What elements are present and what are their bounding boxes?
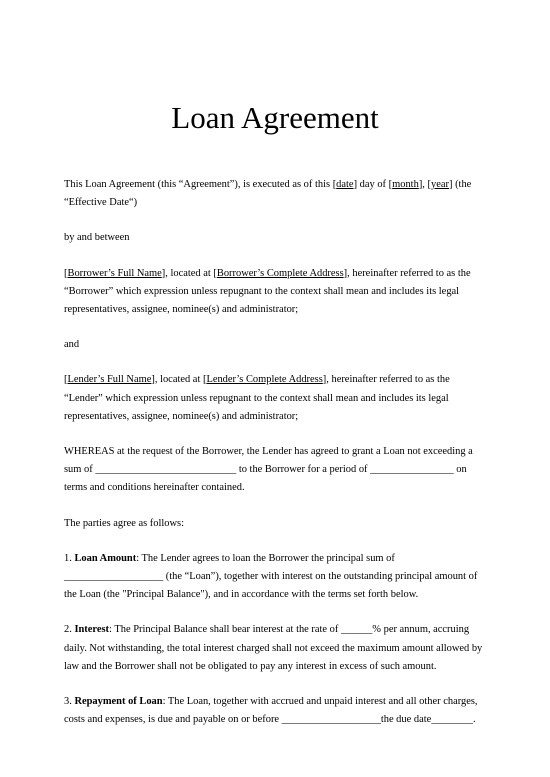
date-placeholder: date bbox=[336, 179, 354, 190]
clause-heading: Repayment of Loan bbox=[74, 696, 163, 708]
borrower-text-2: , hereinafter referred to as the “Borrower” which expression unless repugnant to the context shall mean and includes its legal representatives, assignee, nominee(s) and administrator; bbox=[64, 267, 471, 316]
by-and-between: by and between bbox=[64, 232, 130, 244]
document-body bbox=[64, 176, 490, 746]
clause-text: : The Principal Balance shall bear interest at the rate of ______% per annum, accruing daily. Not withstanding, the total interest charged shall not exceed the maximum amount allowed by law and the Borrower shall not be obligated to pay any interest in excess of such amount. bbox=[64, 624, 483, 672]
borrower-name-placeholder: Borrower’s Full Name bbox=[67, 267, 162, 279]
lender-text-2: , hereinafter referred to as the “Lender” which expression unless repugnant to the context shall mean and includes its legal representatives, assignee, nominee(s) and administrator; bbox=[64, 374, 450, 422]
borrower-paragraph: [Borrower’s Full Name], located at [Borrower’s Complete Address], hereinafter referred to as the “Borrower” which expression unless repugnant to the context shall mean and includes its legal representatives, assignee, nominee(s) and administrator; bbox=[64, 267, 471, 316]
clause-repayment bbox=[64, 693, 490, 729]
clause-text: : The Lender agrees to loan the Borrower the principal sum of ___________________ (the “Loan”), together with interest on the outstanding principal amount of the Loan (the "Principal Balance"), and in accordance with the terms set forth below. bbox=[64, 552, 478, 601]
lender-text-1: , located at bbox=[154, 374, 203, 386]
clause-text: : The Loan, together with accrued and unpaid interest and all other charges, costs and expenses, is due and payable on or before ___________________the due date________. bbox=[64, 696, 478, 726]
clause-loan-amount bbox=[64, 550, 490, 605]
intro-text-3: , bbox=[422, 179, 428, 190]
document-title: Loan Agreement bbox=[171, 100, 379, 135]
intro-paragraph: This Loan Agreement (this “Agreement”), is executed as of this [date] day of [month], [year] (the “Effective Date“) bbox=[64, 179, 472, 209]
whereas-paragraph: WHEREAS at the request of the Borrower, the Lender has agreed to grant a Loan not exceeding a sum of ___________________________ to the Borrower for a period of ________________ on terms and conditions hereinafter contained. bbox=[64, 446, 473, 494]
clause-number: 1. bbox=[64, 552, 75, 564]
borrower-text-1: , located at bbox=[165, 267, 214, 279]
intro-text-4: (the “Effective Date“) bbox=[64, 179, 472, 209]
year-placeholder: year bbox=[431, 179, 449, 190]
clause-number: 3. bbox=[64, 696, 75, 708]
intro-text-1: This Loan Agreement (this “Agreement”), is executed as of this bbox=[64, 179, 333, 190]
lender-address-placeholder: Lender’s Complete Address bbox=[206, 374, 323, 386]
clause-interest bbox=[64, 621, 490, 676]
clause-heading: Interest bbox=[74, 624, 110, 636]
parties-agree: The parties agree as follows: bbox=[64, 517, 184, 529]
borrower-address-placeholder: Borrower’s Complete Address bbox=[216, 267, 344, 279]
month-placeholder: month bbox=[392, 179, 419, 190]
lender-paragraph: [Lender’s Full Name], located at [Lender’s Complete Address], hereinafter referred to as the “Lender” which expression unless repugnant to the context shall mean and includes its legal representatives, assignee, nominee(s) and administrator; bbox=[64, 374, 450, 422]
clause-heading: Loan Amount bbox=[74, 552, 137, 564]
clause-number: 2. bbox=[64, 624, 75, 636]
lender-name-placeholder: Lender’s Full Name bbox=[67, 374, 152, 386]
and-text: and bbox=[64, 339, 80, 351]
intro-text-2: day of bbox=[357, 179, 389, 190]
